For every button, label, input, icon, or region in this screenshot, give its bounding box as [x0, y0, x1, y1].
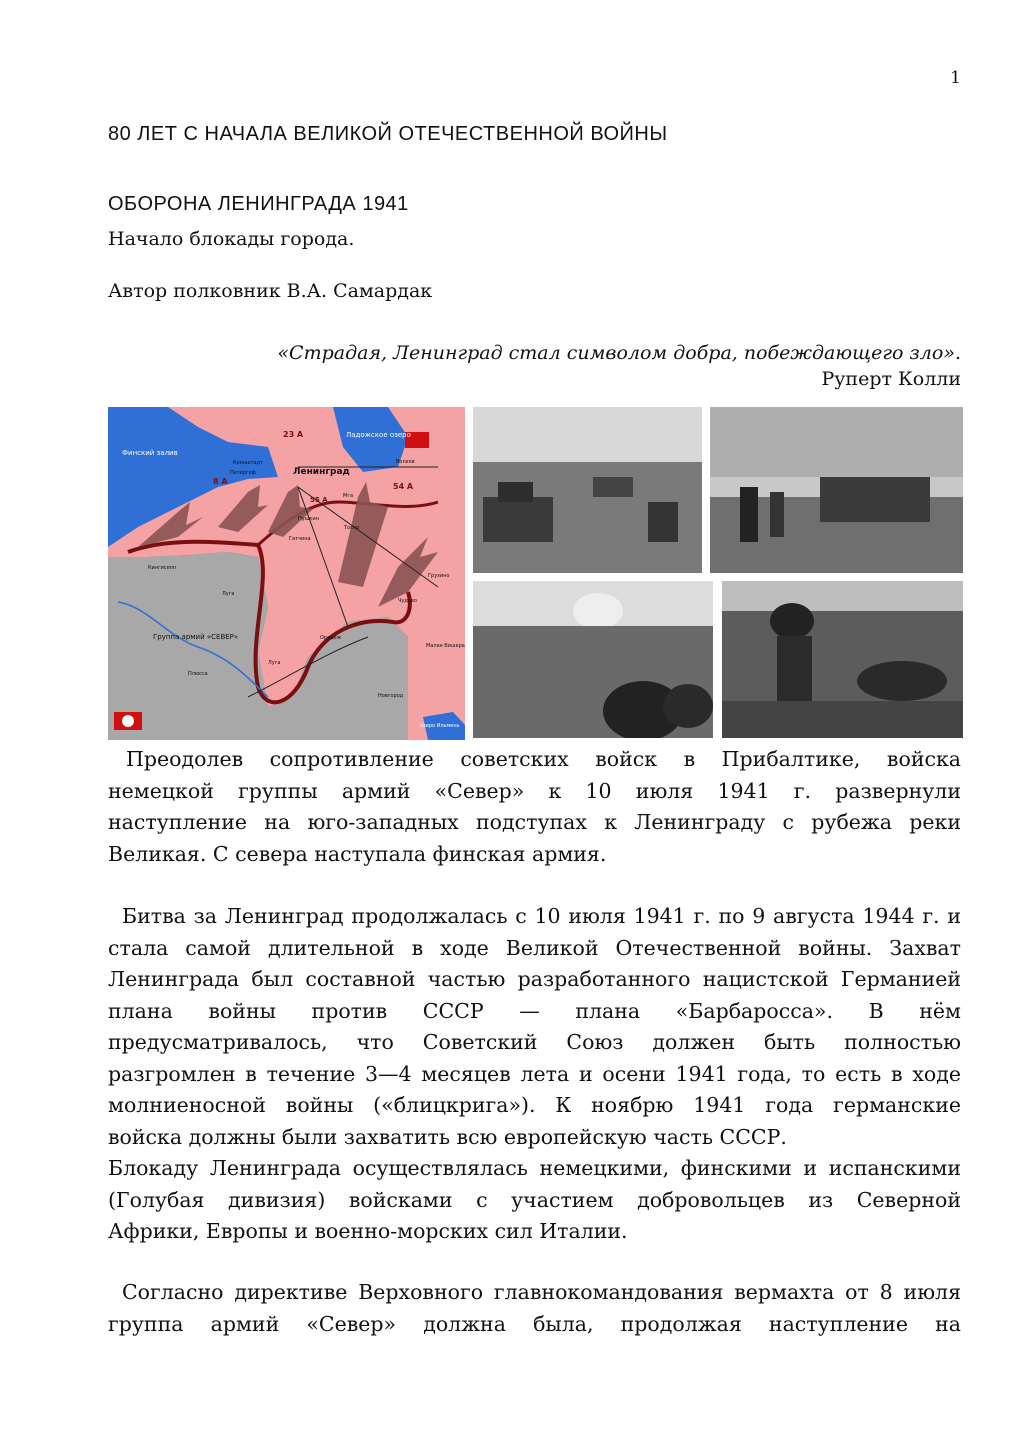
petergof-label: Петергоф: [230, 470, 256, 476]
kingisepp-label: Кингисепп: [148, 565, 177, 571]
paragraph-line: наступление на юго-западных подступах к Ленинграду с рубежа реки: [108, 810, 961, 834]
epigraph: [277, 342, 961, 390]
paragraph-line: молниеносной войны («блицкрига»). К ноябрю 1941 года германские: [108, 1093, 961, 1117]
luga-river-label: Луга: [222, 591, 235, 597]
author-line: Автор полковник В.А. Самардак: [108, 280, 433, 302]
paragraph-line: Ленинграда был составной частью разработанного нацистской Германией: [108, 967, 961, 991]
battlefield-explosion-photo: [473, 581, 713, 738]
paragraph-line: плана войны против СССР — плана «Барбаросса». В нём: [108, 998, 961, 1023]
paragraph-line: стала самой длительной в ходе Великой Отечественной войны. Захват: [108, 935, 961, 960]
luga-town-label: Луга: [268, 660, 281, 666]
paragraph-line: Преодолев сопротивление советских войск в Прибалтике, войска: [126, 747, 961, 771]
army-54-label: 54 А: [393, 482, 414, 491]
paragraph-line: немецкой группы армий «Север» к 10 июля 1941 г. развернули: [108, 778, 961, 803]
paragraph-line: предусматривалось, что Советский Союз должен быть полностью: [108, 1030, 961, 1054]
pushkin-label: Пушкин: [298, 516, 319, 522]
epigraph-quote: «Страдая, Ленинград стал символом добра, побеждающего зло»: [277, 342, 955, 364]
paragraph-2: [108, 901, 961, 1248]
epigraph-attribution: Руперт Колли: [821, 368, 961, 390]
plussa-label: Плюсса: [188, 671, 208, 677]
ilmen-label: озеро Ильмень: [420, 723, 460, 729]
tank-infantry-photo: [710, 407, 963, 573]
paragraph-line: Африки, Европы и военно-морских сил Италии.: [108, 1219, 628, 1243]
epigraph-quote-end: .: [954, 342, 961, 364]
army-8-label: 8 А: [213, 477, 228, 486]
volkhov-label: Волхов: [396, 459, 415, 465]
document-subtitle: ОБОРОНА ЛЕНИНГРАДА 1941: [108, 193, 409, 215]
soldiers-in-field-photo: [722, 581, 963, 738]
paragraph-3: [108, 1277, 961, 1340]
gruzino-label: Грузино: [428, 573, 450, 579]
novgorod-label: Новгород: [378, 693, 404, 699]
subheading: Начало блокады города.: [108, 228, 355, 250]
tosno-label: Тосно: [344, 525, 360, 531]
paragraph-line: Согласно директиве Верховного главнокомандования вермахта от 8 июля: [122, 1280, 961, 1304]
finnish-gulf-label: Финский залив: [122, 449, 178, 457]
page-number: 1: [950, 68, 961, 88]
oredezh-label: Оредеж: [320, 635, 342, 641]
paragraph-line: Великая. С севера наступала финская армия.: [108, 841, 607, 866]
mga-label: Мга: [343, 493, 354, 499]
paragraph-line: разгромлен в течение 3—4 месяцев лета и осени 1941 года, то есть в ходе: [108, 1061, 961, 1086]
chudovo-label: Чудово: [398, 598, 417, 604]
army-23-label: 23 А: [283, 430, 304, 439]
ladoga-label: Ладожское озеро: [346, 431, 411, 439]
kronstadt-label: Кронштадт: [233, 460, 263, 466]
army-55-label: 55 А: [310, 496, 328, 504]
paragraph-line: войска должны были захватить всю европейскую часть СССР.: [108, 1124, 787, 1149]
paragraph-line: Битва за Ленинград продолжалась с 10 июля 1941 г. по 9 августа 1944 г. и: [122, 904, 961, 928]
malaya-vishera-label: Малая Вишера: [426, 643, 465, 649]
paragraph-1: [108, 744, 961, 870]
paragraph-line: группа армий «Север» должна была, продолжая наступление на: [108, 1311, 961, 1336]
paragraph-line: (Голубая дивизия) войсками с участием добровольцев из Северной: [108, 1187, 961, 1212]
siege-map: [108, 407, 465, 740]
paragraph-line: Блокаду Ленинграда осуществлялась немецкими, финскими и испанскими: [108, 1156, 961, 1180]
gatchina-label: Гатчина: [289, 536, 311, 542]
leningrad-label: Ленинград: [293, 467, 350, 477]
tank-column-photo: [473, 407, 702, 573]
army-group-label: Группа армий «СЕВЕР»: [153, 633, 239, 641]
document-title: 80 ЛЕТ С НАЧАЛА ВЕЛИКОЙ ОТЕЧЕСТВЕННОЙ ВОЙНЫ: [108, 123, 668, 145]
